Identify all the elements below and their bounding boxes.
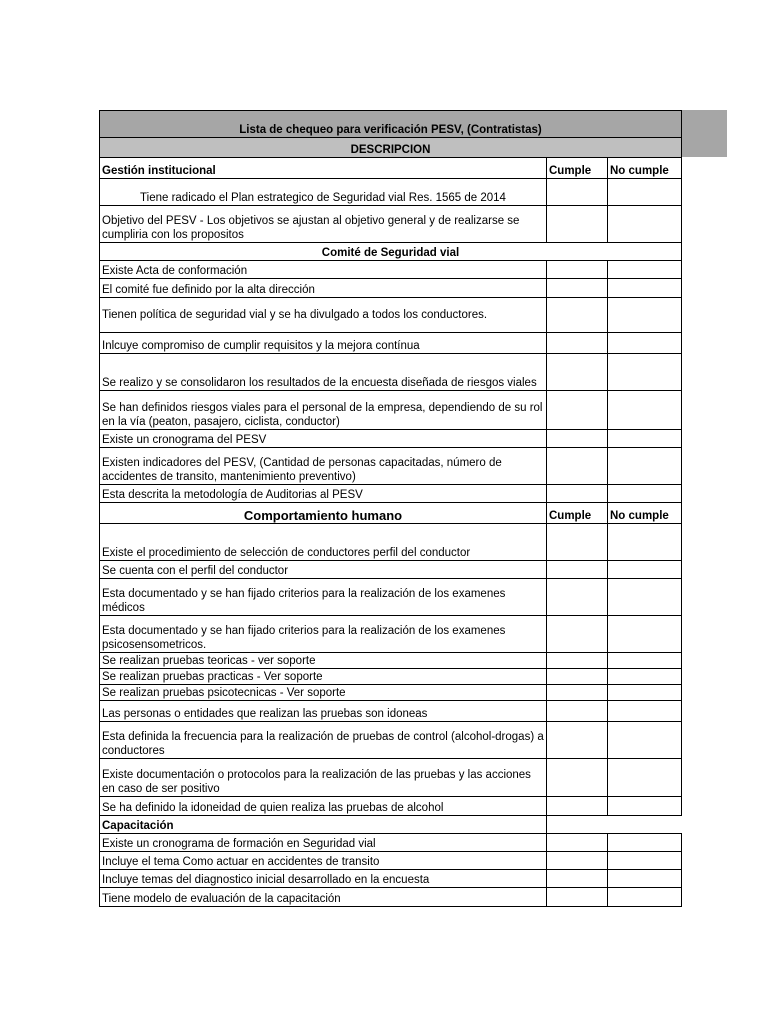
checklist-item: Objetivo del PESV - Los objetivos se ajustan al objetivo general y de realizarse se cumpliria con los propositos [100, 206, 547, 243]
checklist-item: Existen indicadores del PESV, (Cantidad de personas capacitadas, número de accidentes de transito, mantenimiento preventivo) [100, 448, 547, 485]
checklist-item: El comité fue definido por la alta dirección [100, 279, 547, 298]
checklist-row [100, 701, 682, 722]
cumple-cell[interactable] [547, 485, 608, 503]
sheet-side-tab [681, 110, 727, 157]
cumple-cell[interactable] [547, 759, 608, 797]
subsection-title-comite: Comité de Seguridad vial [100, 243, 682, 261]
checklist-item: Esta documentado y se han fijado criterios para la realización de los examenes médicos [100, 579, 547, 616]
checklist-row [100, 685, 682, 701]
checklist-item: Existe un cronograma de formación en Seguridad vial [100, 834, 547, 852]
no-cumple-cell[interactable] [608, 888, 682, 907]
checklist-item: Tiene radicado el Plan estrategico de Seguridad vial Res. 1565 de 2014 [100, 179, 547, 206]
cumple-cell[interactable] [547, 701, 608, 722]
column-header-no-cumple: No cumple [608, 503, 682, 524]
sheet-title: Lista de chequeo para verificación PESV, (Contratistas) [100, 111, 682, 138]
no-cumple-cell[interactable] [608, 701, 682, 722]
checklist-row [100, 561, 682, 579]
cumple-cell[interactable] [547, 279, 608, 298]
column-header-cumple: Cumple [547, 503, 608, 524]
checklist-row [100, 579, 682, 616]
checklist-row [100, 759, 682, 797]
checklist-item: Se realizan pruebas practicas - Ver soporte [100, 669, 547, 685]
checklist-row [100, 870, 682, 888]
checklist-table [99, 110, 682, 907]
subsection-row [100, 243, 682, 261]
no-cumple-cell[interactable] [608, 430, 682, 448]
section-label-row [100, 816, 682, 834]
checklist-row [100, 279, 682, 298]
section-header-row [100, 503, 682, 524]
checklist-row [100, 722, 682, 759]
checklist-item: Tienen política de seguridad vial y se ha divulgado a todos los conductores. [100, 298, 547, 333]
no-cumple-cell[interactable] [608, 685, 682, 701]
checklist-item: Existe Acta de conformación [100, 261, 547, 279]
checklist-item: Incluye temas del diagnostico inicial desarrollado en la encuesta [100, 870, 547, 888]
no-cumple-cell[interactable] [608, 279, 682, 298]
no-cumple-cell[interactable] [608, 206, 682, 243]
cumple-cell[interactable] [547, 797, 608, 816]
no-cumple-cell[interactable] [608, 485, 682, 503]
checklist-row [100, 298, 682, 333]
section-title-gestion: Gestión institucional [100, 158, 547, 179]
checklist-row [100, 448, 682, 485]
no-cumple-cell[interactable] [608, 298, 682, 333]
checklist-item: Existe un cronograma del PESV [100, 430, 547, 448]
no-cumple-cell[interactable] [608, 653, 682, 669]
checklist-row [100, 354, 682, 391]
no-cumple-cell[interactable] [608, 616, 682, 653]
no-cumple-cell[interactable] [608, 852, 682, 870]
cumple-cell[interactable] [547, 579, 608, 616]
no-cumple-cell[interactable] [608, 391, 682, 430]
cumple-cell[interactable] [547, 430, 608, 448]
checklist-row [100, 391, 682, 430]
checklist-row [100, 834, 682, 852]
section-title-comportamiento: Comportamiento humano [100, 503, 547, 524]
no-cumple-cell[interactable] [608, 759, 682, 797]
no-cumple-cell[interactable] [608, 333, 682, 354]
no-cumple-cell[interactable] [608, 669, 682, 685]
checklist-item: Esta descrita la metodología de Auditorias al PESV [100, 485, 547, 503]
checklist-row [100, 206, 682, 243]
no-cumple-cell[interactable] [608, 797, 682, 816]
no-cumple-cell[interactable] [608, 722, 682, 759]
cumple-cell[interactable] [547, 333, 608, 354]
checklist-item: Se realizan pruebas psicotecnicas - Ver soporte [100, 685, 547, 701]
cumple-cell[interactable] [547, 722, 608, 759]
no-cumple-cell[interactable] [608, 870, 682, 888]
checklist-row [100, 485, 682, 503]
section-title-capacitacion: Capacitación [100, 816, 547, 834]
cumple-cell[interactable] [547, 206, 608, 243]
column-header-cumple: Cumple [547, 158, 608, 179]
checklist-item: Inlcuye compromiso de cumplir requisitos y la mejora contínua [100, 333, 547, 354]
checklist-row [100, 616, 682, 653]
cumple-cell[interactable] [547, 354, 608, 391]
checklist-row [100, 653, 682, 669]
cumple-cell[interactable] [547, 834, 608, 852]
no-cumple-cell[interactable] [608, 579, 682, 616]
empty-cell [608, 816, 682, 834]
cumple-cell[interactable] [547, 561, 608, 579]
cumple-cell[interactable] [547, 261, 608, 279]
cumple-cell[interactable] [547, 653, 608, 669]
checklist-row [100, 669, 682, 685]
title-row [100, 111, 682, 138]
cumple-cell[interactable] [547, 669, 608, 685]
checklist-item: Tiene modelo de evaluación de la capacitación [100, 888, 547, 907]
cumple-cell[interactable] [547, 298, 608, 333]
checklist-row [100, 179, 682, 206]
checklist-row [100, 333, 682, 354]
no-cumple-cell[interactable] [608, 179, 682, 206]
checklist-item: Existe documentación o protocolos para la realización de las pruebas y las acciones en caso de ser positivo [100, 759, 547, 797]
cumple-cell[interactable] [547, 870, 608, 888]
checklist-row [100, 852, 682, 870]
checklist-row [100, 524, 682, 561]
checklist-row [100, 261, 682, 279]
checklist-item: Se realizan pruebas teoricas - ver soporte [100, 653, 547, 669]
no-cumple-cell[interactable] [608, 354, 682, 391]
checklist-item: Se realizo y se consolidaron los resultados de la encuesta diseñada de riesgos viales [100, 354, 547, 391]
cumple-cell[interactable] [547, 524, 608, 561]
checklist-item: Se cuenta con el perfil del conductor [100, 561, 547, 579]
checklist-item: Incluye el tema Como actuar en accidentes de transito [100, 852, 547, 870]
cumple-cell[interactable] [547, 888, 608, 907]
checklist-item: Existe el procedimiento de selección de conductores perfil del conductor [100, 524, 547, 561]
checklist-row [100, 888, 682, 907]
no-cumple-cell[interactable] [608, 261, 682, 279]
cumple-cell[interactable] [547, 391, 608, 430]
no-cumple-cell[interactable] [608, 561, 682, 579]
section-header-row [100, 158, 682, 179]
no-cumple-cell[interactable] [608, 448, 682, 485]
checklist-row [100, 797, 682, 816]
column-header-no-cumple: No cumple [608, 158, 682, 179]
checklist-row [100, 430, 682, 448]
no-cumple-cell[interactable] [608, 834, 682, 852]
checklist-item: Esta documentado y se han fijado criterios para la realización de los examenes psicosensometricos. [100, 616, 547, 653]
checklist-item: Esta definida la frecuencia para la realización de pruebas de control (alcohol-drogas) a conductores [100, 722, 547, 759]
cumple-cell[interactable] [547, 852, 608, 870]
cumple-cell[interactable] [547, 448, 608, 485]
empty-cell [547, 816, 608, 834]
checklist-item: Se han definidos riesgos viales para el personal de la empresa, dependiendo de su rol en la vía (peaton, pasajero, ciclista, conductor) [100, 391, 547, 430]
no-cumple-cell[interactable] [608, 524, 682, 561]
checklist-item: Se ha definido la idoneidad de quien realiza las pruebas de alcohol [100, 797, 547, 816]
description-row [100, 138, 682, 158]
checklist-item: Las personas o entidades que realizan las pruebas son idoneas [100, 701, 547, 722]
description-header: DESCRIPCION [100, 138, 682, 158]
cumple-cell[interactable] [547, 616, 608, 653]
cumple-cell[interactable] [547, 179, 608, 206]
cumple-cell[interactable] [547, 685, 608, 701]
